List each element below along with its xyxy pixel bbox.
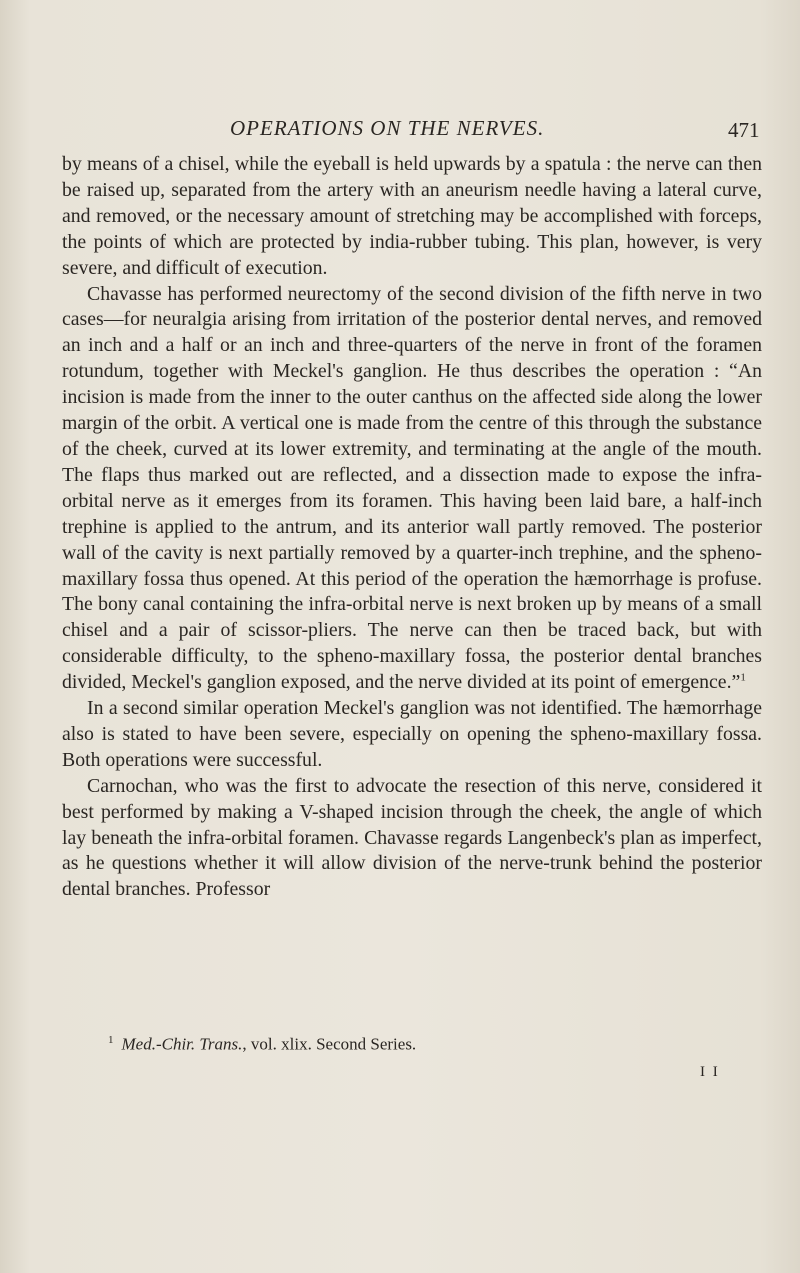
footnote-citation: , vol. xlix. Second Series. [242,1034,417,1054]
paragraph-text: Chavasse has performed neurectomy of the second division of the fifth nerve in two cases—for neuralgia arising from irritation of the posterior dental nerves, and removed an inch and a half or an inch and three-quarters of the nerve in front of the foramen rotundum, together with Meckel's ganglion. He thus describes the operation : “An incision is made from the inner to the outer canthus on the affected side along the lower margin of the orbit. A vertical one is made from the centre of this through the substance of the cheek, curved at its lower extremity, and terminating at the angle of the mouth. The flaps thus marked out are reflected, and a dissection made to expose the infra-orbital nerve as it emerges from its foramen. This having been laid bare, a half-inch trephine is applied to the antrum, and its anterior wall partly removed. The posterior wall of the cavity is next partially removed by a quarter-inch trephine, and the spheno-maxillary fossa thus opened. At this period of the operation the hæmorrhage is profuse. The bony canal containing the infra-orbital nerve is next broken up by means of a small chisel and a pair of scissor-pliers. The nerve can then be traced back, but with considerable difficulty, to the spheno-maxillary fossa, the posterior dental branches divided, Meckel's ganglion exposed, and the nerve divided at its point of emergence.” [62,282,762,694]
footnote-number: 1 [108,1034,114,1046]
paragraph-chisel-method [62,152,762,282]
footnote-journal: Med.-Chir. Trans. [121,1034,243,1054]
page-number: 471 [728,118,760,142]
running-head-title: OPERATIONS ON THE NERVES. [230,116,545,140]
body-text [62,152,762,903]
paragraph-text: Carnochan, who was the first to advocate the resection of this nerve, considered it best performed by making a V-shaped incision through the cheek, the angle of which lay beneath the infra-orbital foramen. Chavasse regards Langenbeck's plan as imperfect, as he questions whether it will allow division of the nerve-trunk behind the posterior dental branches. Professor [62,774,762,901]
running-head [0,116,800,144]
paragraph-text: by means of a chisel, while the eyeball is held upwards by a spatula : the nerve can then be raised up, separated from the artery with an aneurism needle having a lateral curve, and removed, or the necessary amount of stretching may be accomplished with forceps, the points of which are protected by india-rubber tubing. This plan, however, is very severe, and difficult of execution. [62,153,762,279]
paragraph-chavasse-operation [62,282,762,697]
footnote-reference: 1 [740,671,746,684]
paragraph-carnochan [62,774,762,904]
signature-mark: I I [700,1064,720,1080]
footnote [108,1034,416,1055]
paragraph-second-operation [62,696,762,774]
paragraph-text: In a second similar operation Meckel's ganglion was not identified. The hæmorrhage also is stated to have been severe, especially on opening the spheno-maxillary fossa. Both operations were successful. [62,697,762,771]
